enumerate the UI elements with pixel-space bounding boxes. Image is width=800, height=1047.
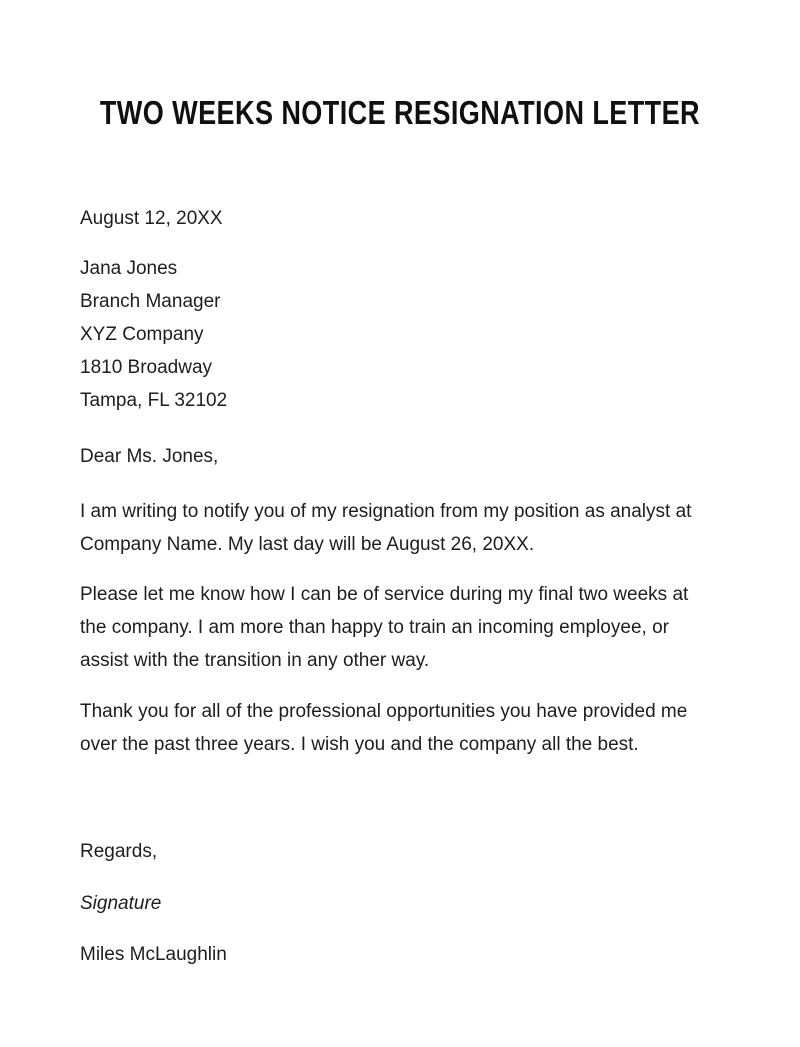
paragraph-3 [80,695,728,761]
paragraph-line: Thank you for all of the professional opportunities you have provided me [80,701,688,722]
letter-title-text: TWO WEEKS NOTICE RESIGNATION LETTER [99,94,701,131]
recipient-job-title: Branch Manager [80,291,221,312]
recipient-street: 1810 Broadway [80,357,213,378]
paragraph-line: Company Name. My last day will be August 26, 20XX. [80,534,535,555]
paragraph-2 [80,578,728,677]
letter-title [0,0,800,131]
paragraph-line: assist with the transition in any other way. [80,650,430,671]
sender-name: Miles McLaughlin [80,944,227,965]
paragraph-line: Please let me know how I can be of service during my final two weeks at [80,584,689,605]
paragraph-1 [80,495,728,561]
recipient-city: Tampa, FL 32102 [80,390,228,411]
date-line: August 12, 20XX [80,208,223,229]
recipient-company: XYZ Company [80,324,204,345]
recipient-address-block [80,252,728,417]
paragraph-line: the company. I am more than happy to train an incoming employee, or [80,617,669,638]
closing-line: Regards, [80,841,158,862]
signature-placeholder: Signature [80,893,162,914]
letter-body [0,202,728,971]
paragraph-line: I am writing to notify you of my resignation from my position as analyst at [80,501,692,522]
paragraph-line: over the past three years. I wish you and the company all the best. [80,734,639,755]
recipient-name: Jana Jones [80,258,178,279]
salutation-line: Dear Ms. Jones, [80,446,219,467]
